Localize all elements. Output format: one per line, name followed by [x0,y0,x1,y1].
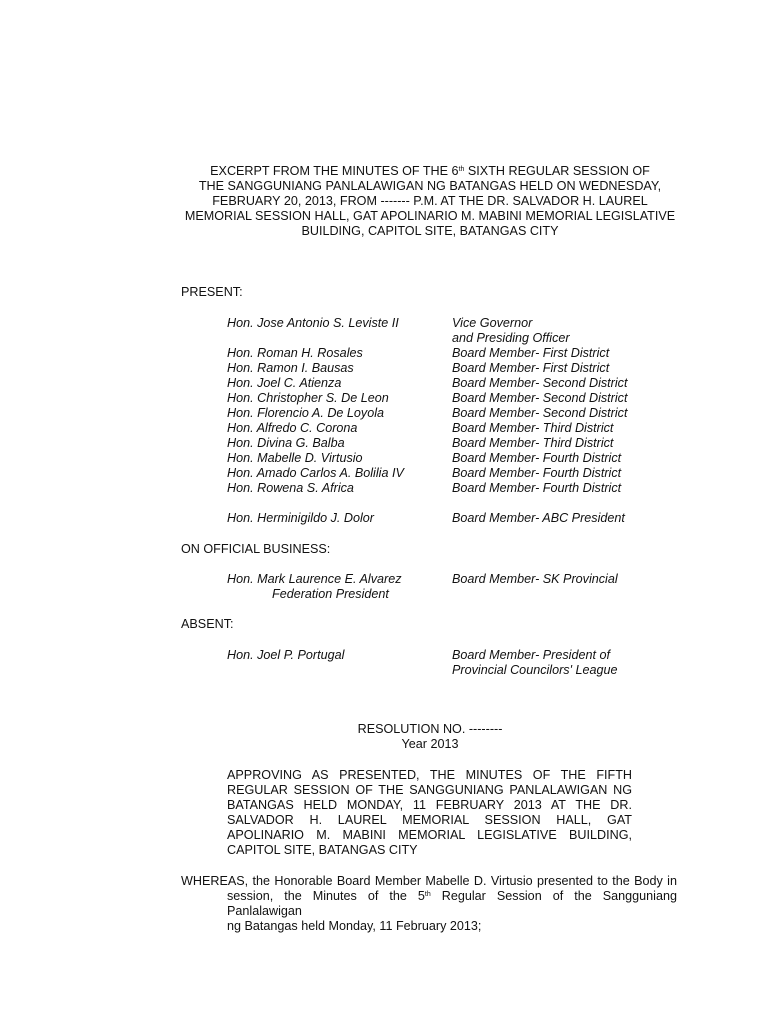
roster-row [227,481,687,496]
heading-line-3: FEBRUARY 20, 2013, FROM ------- P.M. AT THE DR. SALVADOR H. LAUREL [212,194,648,208]
heading-line-4: MEMORIAL SESSION HALL, GAT APOLINARIO M. MABINI MEMORIAL LEGISLATIVE [184,209,676,223]
heading-line-1: EXCERPT FROM THE MINUTES OF THE 6th SIXTH REGULAR SESSION OF [210,164,650,178]
member-name: Hon. Ramon I. Bausas [227,361,354,375]
official-business-roster [227,572,687,602]
member-name: Hon. Joel P. Portugal [227,648,345,662]
member-name: Hon. Mabelle D. Virtusio [227,451,363,465]
resolution-title [330,722,530,752]
member-name: Hon. Mark Laurence E. Alvarez Federation President [227,572,402,601]
member-name: Hon. Christopher S. De Leon [227,391,389,405]
member-name: Hon. Alfredo C. Corona [227,421,358,435]
absent-roster [227,648,687,678]
official-business-label: ON OFFICIAL BUSINESS: [181,542,331,556]
member-position: Board Member- SK Provincial [452,572,618,586]
resolution-line: CAPITOL SITE, BATANGAS CITY [227,843,418,857]
roster-row [227,406,687,421]
member-name: Hon. Florencio A. De Loyola [227,406,385,420]
roster-row [227,391,687,406]
roster-row [227,316,687,346]
member-name: Hon. Divina G. Balba [227,436,345,450]
member-position: Board Member- Fourth District [452,451,622,465]
whereas-line: ng Batangas held Monday, 11 February 2013; [227,919,482,933]
roster-row [227,648,687,678]
whereas-line: WHEREAS, the Honorable Board Member Mabelle D. Virtusio presented to the Body in [181,874,677,888]
whereas-clause [181,874,677,934]
member-position: Board Member- Second District [452,376,628,390]
member-name: Hon. Amado Carlos A. Bolilia IV [227,466,404,480]
member-position: Vice Governor and Presiding Officer [452,316,570,345]
member-position: Board Member- Second District [452,406,628,420]
resolution-line: APPROVING AS PRESENTED, THE MINUTES OF THE FIFTH [227,768,632,782]
resolution-line: APOLINARIO M. MABINI MEMORIAL LEGISLATIVE BUILDING, [227,828,632,842]
member-name: Hon. Herminigildo J. Dolor [227,511,374,525]
member-name: Hon. Joel C. Atienza [227,376,342,390]
roster-row [227,511,687,526]
present-roster [227,316,687,526]
roster-row [227,376,687,391]
member-position: Board Member- Third District [452,436,614,450]
roster-row [227,421,687,436]
member-name: Hon. Jose Antonio S. Leviste II [227,316,399,330]
roster-row [227,346,687,361]
whereas-line: session, the Minutes of the 5th Regular Session of the Sangguniang Panlalawigan [227,889,677,918]
member-position: Board Member- Fourth District [452,466,622,480]
member-position: Board Member- ABC President [452,511,625,525]
resolution-year: Year 2013 [401,737,459,751]
member-name: Hon. Roman H. Rosales [227,346,363,360]
roster-row [227,572,687,602]
resolution-body [227,768,632,858]
present-label: PRESENT: [181,285,243,299]
member-position: Board Member- Fourth District [452,481,622,495]
roster-row [227,361,687,376]
resolution-line: REGULAR SESSION OF THE SANGGUNIANG PANLALAWIGAN NG [227,783,632,797]
member-position: Board Member- First District [452,346,610,360]
document-heading [150,164,710,239]
member-position: Board Member- Third District [452,421,614,435]
heading-line-2: THE SANGGUNIANG PANLALAWIGAN NG BATANGAS HELD ON WEDNESDAY, [198,179,662,193]
member-position: Board Member- Second District [452,391,628,405]
heading-line-5: BUILDING, CAPITOL SITE, BATANGAS CITY [301,224,559,238]
member-position: Board Member- President of Provincial Councilors' League [452,648,618,677]
resolution-number: RESOLUTION NO. -------- [357,722,503,736]
absent-label: ABSENT: [181,617,234,631]
resolution-line: SALVADOR H. LAUREL MEMORIAL SESSION HALL, GAT [227,813,632,827]
roster-row [227,466,687,481]
roster-row [227,436,687,451]
resolution-line: BATANGAS HELD MONDAY, 11 FEBRUARY 2013 AT THE DR. [227,798,632,812]
member-name: Hon. Rowena S. Africa [227,481,354,495]
roster-row [227,451,687,466]
member-position: Board Member- First District [452,361,610,375]
